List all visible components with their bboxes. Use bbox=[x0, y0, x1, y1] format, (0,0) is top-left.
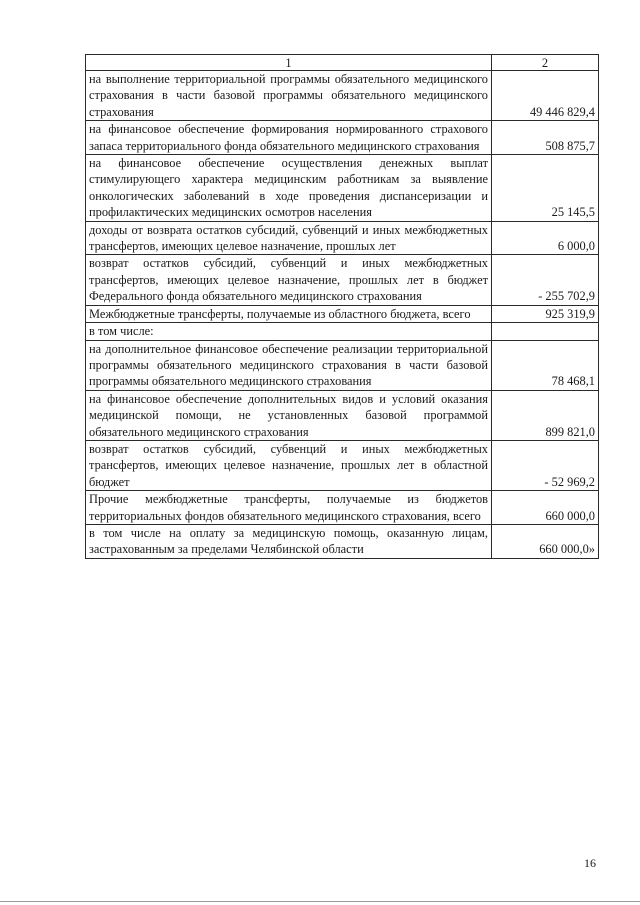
table-row bbox=[86, 71, 599, 121]
table-row bbox=[86, 323, 599, 340]
table-row bbox=[86, 524, 599, 558]
scan-edge-line bbox=[0, 901, 640, 902]
row-description: в том числе на оплату за медицинскую помощь, оказанную лицам, застрахованным за пределами Челябинской области bbox=[86, 524, 492, 558]
table-row bbox=[86, 305, 599, 322]
row-amount bbox=[492, 323, 599, 340]
row-description: Межбюджетные трансферты, получаемые из областного бюджета, всего bbox=[86, 305, 492, 322]
row-amount: 660 000,0» bbox=[492, 524, 599, 558]
row-amount: 78 468,1 bbox=[492, 340, 599, 390]
row-description: на выполнение территориальной программы обязательного медицинского страхования в части базовой программы обязательного медицинского страхования bbox=[86, 71, 492, 121]
table-row bbox=[86, 221, 599, 255]
row-description: на финансовое обеспечение осуществления денежных выплат стимулирующего характера медицинским работникам за выявление онкологических заболеваний в ходе проведения диспансеризации и профилактических медицинских осмотров населения bbox=[86, 155, 492, 222]
row-description: на дополнительное финансовое обеспечение реализации территориальной программы обязательного медицинского страхования в части базовой программы обязательного медицинского страхования bbox=[86, 340, 492, 390]
row-amount: - 255 702,9 bbox=[492, 255, 599, 305]
document-sheet bbox=[85, 54, 598, 559]
row-description: на финансовое обеспечение дополнительных видов и условий оказания медицинской помощи, не установленных базовой программой обязательного медицинского страхования bbox=[86, 390, 492, 440]
table-row bbox=[86, 390, 599, 440]
column-header-2: 2 bbox=[492, 55, 599, 71]
table-row bbox=[86, 440, 599, 490]
row-amount: 508 875,7 bbox=[492, 121, 599, 155]
row-description: доходы от возврата остатков субсидий, субвенций и иных межбюджетных трансфертов, имеющих целевое назначение, прошлых лет bbox=[86, 221, 492, 255]
row-description: Прочие межбюджетные трансферты, получаемые из бюджетов территориальных фондов обязательного медицинского страхования, всего bbox=[86, 491, 492, 525]
row-amount: 899 821,0 bbox=[492, 390, 599, 440]
row-amount: - 52 969,2 bbox=[492, 440, 599, 490]
table-row bbox=[86, 491, 599, 525]
row-amount: 6 000,0 bbox=[492, 221, 599, 255]
row-amount: 49 446 829,4 bbox=[492, 71, 599, 121]
column-header-1: 1 bbox=[86, 55, 492, 71]
page-number: 16 bbox=[584, 856, 596, 870]
table-header-row bbox=[86, 55, 599, 71]
row-amount: 660 000,0 bbox=[492, 491, 599, 525]
row-description: на финансовое обеспечение формирования нормированного страхового запаса территориального фонда обязательного медицинского страхования bbox=[86, 121, 492, 155]
row-description: возврат остатков субсидий, субвенций и иных межбюджетных трансфертов, имеющих целевое назначение, прошлых лет в областной бюджет bbox=[86, 440, 492, 490]
row-description: возврат остатков субсидий, субвенций и иных межбюджетных трансфертов, имеющих целевое назначение, прошлых лет в бюджет Федерального фонда обязательного медицинского страхования bbox=[86, 255, 492, 305]
table-row bbox=[86, 255, 599, 305]
table-row bbox=[86, 155, 599, 222]
budget-table bbox=[85, 54, 599, 559]
table-row bbox=[86, 340, 599, 390]
row-amount: 25 145,5 bbox=[492, 155, 599, 222]
row-amount: 925 319,9 bbox=[492, 305, 599, 322]
table-row bbox=[86, 121, 599, 155]
row-description: в том числе: bbox=[86, 323, 492, 340]
